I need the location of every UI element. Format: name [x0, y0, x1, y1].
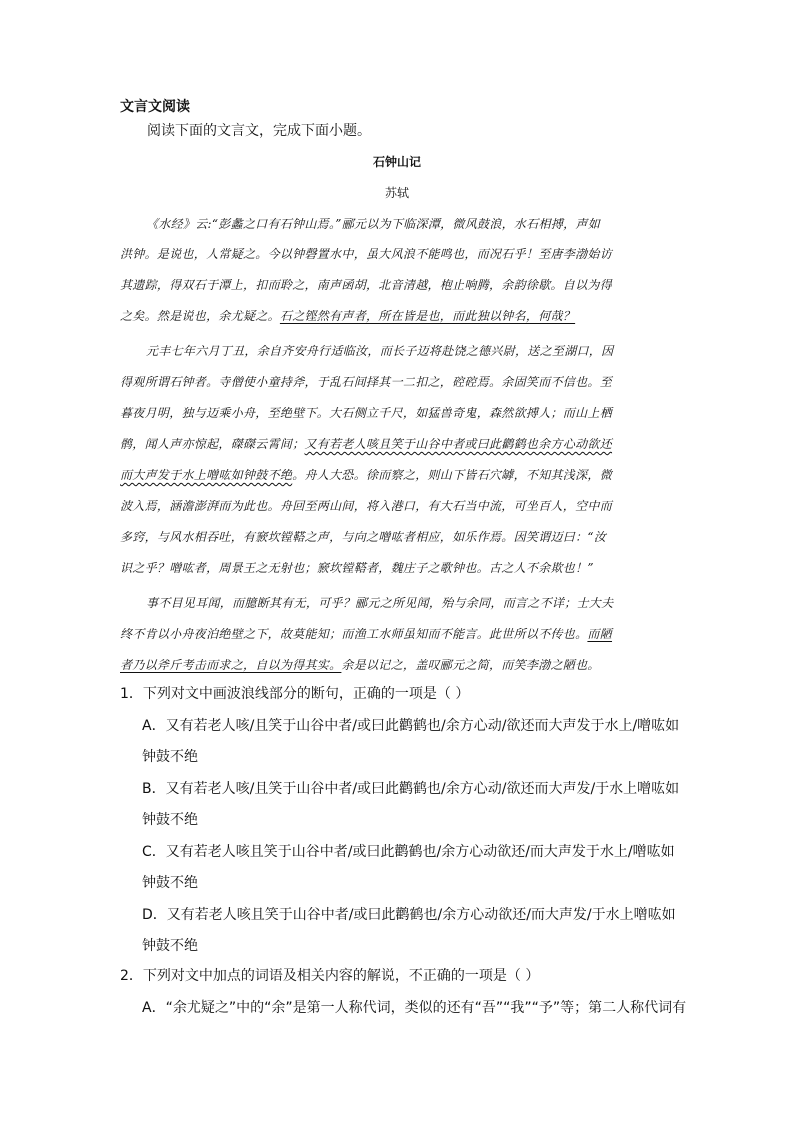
question-line: B．又有若老人咳/且笑于山谷中者/或曰此鹳鹤也/余方心动/欲还而大声发/于水上噌吰如: [142, 781, 680, 797]
passage-line: [120, 248, 612, 260]
passage-text: 得观所谓石钟者。寺僧使小童持斧，于乱石间择其一二扣之，硿硿焉。余固笑而不信也。至: [120, 375, 613, 389]
question-line: A．“余尤疑之”中的“余”是第一人称代词，类似的还有“吾”“我”“予”等；第二人称代词有: [142, 1000, 687, 1016]
passage-text: 多窍，与风水相吞吐，有窾坎镗鞳之声，与向之噌吰者相应，如乐作焉。因笑谓迈曰：“汝: [120, 530, 607, 544]
question-line: 钟鼓不绝: [142, 875, 198, 891]
passage-text: 暮夜月明，独与迈乘小舟，至绝壁下。大石侧立千尺，如猛兽奇鬼，森然欲搏人；而山上栖: [120, 406, 613, 420]
passage-text: 《水经》云:“彭蠡之口有石钟山焉。”郦元以为下临深潭，微风鼓浪，水石相搏，声如: [146, 217, 601, 231]
instruction-text: 阅读下面的文言文，完成下面小题。: [147, 123, 371, 139]
passage-line: [146, 345, 613, 357]
passage-text: 终不肯以小舟夜泊绝壁之下，故莫能知；而渔工水师虽知而不能言。此世所以不传也。: [120, 627, 588, 641]
section-title: 文言文阅读: [120, 99, 190, 115]
passage-line: [120, 279, 612, 291]
question-line: 钟鼓不绝: [142, 812, 198, 828]
underlined-text: 者乃以斧斤考击而求之，自以为得其实。: [120, 658, 342, 672]
passage-line: [120, 438, 612, 450]
question-line: C．又有若老人咳且笑于山谷中者/或曰此鹳鹤也/余方心动欲还/而大声发于水上/噌吰如: [142, 844, 675, 860]
passage-line: [120, 310, 575, 322]
passage-text: 余是以记之，盖叹郦元之简，而笑李渤之陋也。: [341, 658, 600, 672]
underlined-text: 而陋: [587, 627, 613, 641]
passage-line: [146, 218, 600, 230]
passage-text: 洪钟。是说也，人常疑之。今以钟磬置水中，虽大风浪不能鸣也，而况石乎！至唐李渤始访: [120, 247, 613, 261]
passage-text: 鹘，闻人声亦惊起，磔磔云霄间；: [120, 437, 305, 451]
passage-line: [120, 376, 612, 388]
question-line: A．又有若老人咳/且笑于山谷中者/或曰此鹳鹤也/余方心动/欲还而大声发于水上/噌吰如: [142, 718, 680, 734]
passage-text: 波入焉，涵澹澎湃而为此也。舟回至两山间，将入港口，有大石当中流，可坐百人，空中而: [120, 499, 613, 513]
passage-text: 事不目见耳闻，而臆断其有无，可乎？郦元之所见闻，殆与余同，而言之不详；士大夫: [146, 596, 614, 610]
passage-line: [120, 531, 606, 543]
passage-text: 其遗踪，得双石于潭上，扣而聆之，南声函胡，北音清越，枹止响腾，余韵徐歇。自以为得: [120, 278, 613, 292]
question-line: 1．下列对文中画波浪线部分的断句，正确的一项是（ ）: [120, 686, 470, 702]
passage-title: 石钟山记: [372, 155, 421, 169]
question-line: D．又有若老人咳且笑于山谷中者/或曰此鹳鹤也/余方心动欲还/而大声发/于水上噌吰如: [142, 907, 676, 923]
wavy-underlined-text: 而大声发于水上噌吰如钟鼓不绝: [120, 468, 293, 482]
passage-line: [120, 659, 600, 671]
passage-line: [146, 597, 613, 609]
question-line: 钟鼓不绝: [142, 749, 198, 765]
passage-text: 。舟人大恐。徐而察之，则山下皆石穴罅，不知其浅深，微: [292, 468, 613, 482]
passage-author: 苏轼: [384, 186, 409, 200]
passage-line: [120, 500, 612, 512]
passage-text: 识之乎？噌吰者，周景王之无射也；窾坎镗鞳者，魏庄子之歌钟也。古之人不余欺也！”: [120, 561, 594, 575]
underlined-text: 石之铿然有声者，所在皆是也，而此独以钟名，何哉？: [279, 309, 576, 323]
passage-line: [120, 469, 612, 481]
question-line: 2．下列对文中加点的词语及相关内容的解说，不正确的一项是（ ）: [120, 968, 540, 984]
passage-line: [120, 628, 612, 640]
passage-text: 之矣。然是说也，余尤疑之。: [120, 309, 280, 323]
passage-line: [120, 407, 612, 419]
question-line: 钟鼓不绝: [142, 938, 198, 954]
wavy-underlined-text: 又有若老人咳且笑于山谷中者或曰此鹳鹤也余方心动欲还: [304, 437, 613, 451]
passage-text: 元丰七年六月丁丑，余自齐安舟行适临汝，而长子迈将赴饶之德兴尉，送之至湖口，因: [146, 344, 614, 358]
passage-line: [120, 562, 594, 574]
